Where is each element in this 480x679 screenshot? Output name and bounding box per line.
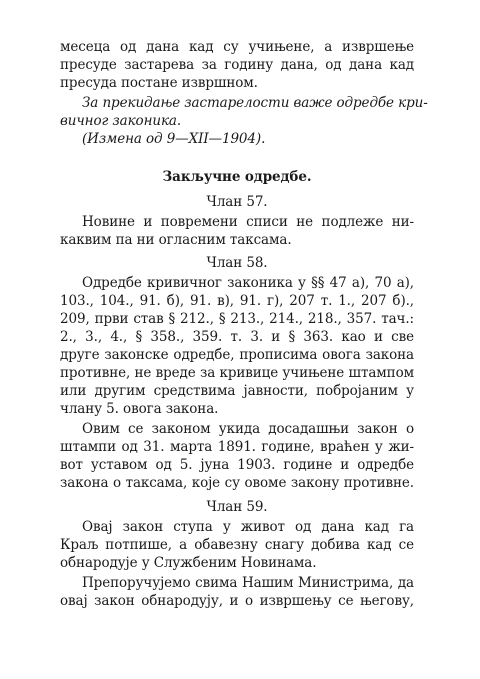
body-line: друге законске одредбе, прописима овога закона bbox=[60, 347, 414, 363]
article-heading: Члан 57. bbox=[206, 194, 268, 210]
amendment-note: (Измена од 9—XII—1904). bbox=[82, 131, 266, 147]
italic-note-line: За прекидање застарелости важе одредбе кри- bbox=[82, 95, 428, 111]
body-line: штампи од 31. марта 1891. године, враћен у жи- bbox=[60, 439, 414, 455]
body-line: закона о таксама, које су овоме закону противне. bbox=[60, 475, 414, 491]
body-line: Овај закон ступа у живот од дана кад га bbox=[82, 519, 414, 535]
body-line: противне, не вреде за кривице учињене штампом bbox=[60, 365, 414, 381]
italic-note-line: вичног законика. bbox=[60, 113, 182, 129]
body-line: вот уставом од 5. јуна 1903. године и одредбе bbox=[60, 457, 414, 473]
body-line: Новине и повремени списи не подлеже ни- bbox=[82, 214, 414, 230]
body-line: Препоручујемо свима Нашим Министрима, да bbox=[82, 575, 414, 591]
article-heading: Члан 58. bbox=[206, 255, 268, 271]
body-line: 209, први став § 212., § 213., 214., 218., 357. тач.: bbox=[60, 311, 414, 327]
body-line: месеца од дана кад су учињене, а извршење bbox=[60, 39, 414, 55]
body-line: каквим па ни огласним таксама. bbox=[60, 232, 292, 248]
article-heading: Члан 59. bbox=[206, 499, 268, 515]
body-line: пресуда постане извршном. bbox=[60, 75, 258, 91]
body-line: члану 5. овога закона. bbox=[60, 401, 219, 417]
body-line: Одредбе кривичног законика у §§ 47 а), 70 а), bbox=[82, 275, 414, 291]
body-line: овај закон обнародују, и о извршењу се његову, bbox=[60, 593, 414, 609]
body-line: обнародује у Службеним Новинама. bbox=[60, 555, 317, 571]
body-line: Краљ потпише, а обавезну снагу добива кад се bbox=[60, 537, 414, 553]
body-line: 103., 104., 91. б), 91. в), 91. г), 207 т. 1., 207 б)., bbox=[60, 293, 414, 309]
section-heading: Закључне одредбе. bbox=[162, 169, 312, 185]
body-line: Овим се законом укида досадашњи закон о bbox=[82, 421, 414, 437]
body-line: или другим средствима јавности, побројаним у bbox=[60, 383, 414, 399]
body-line: пресуде застарева за годину дана, од дана кад bbox=[60, 57, 414, 73]
body-line: 2., 3., 4., § 358., 359. т. 3. и § 363. као и све bbox=[60, 329, 414, 345]
